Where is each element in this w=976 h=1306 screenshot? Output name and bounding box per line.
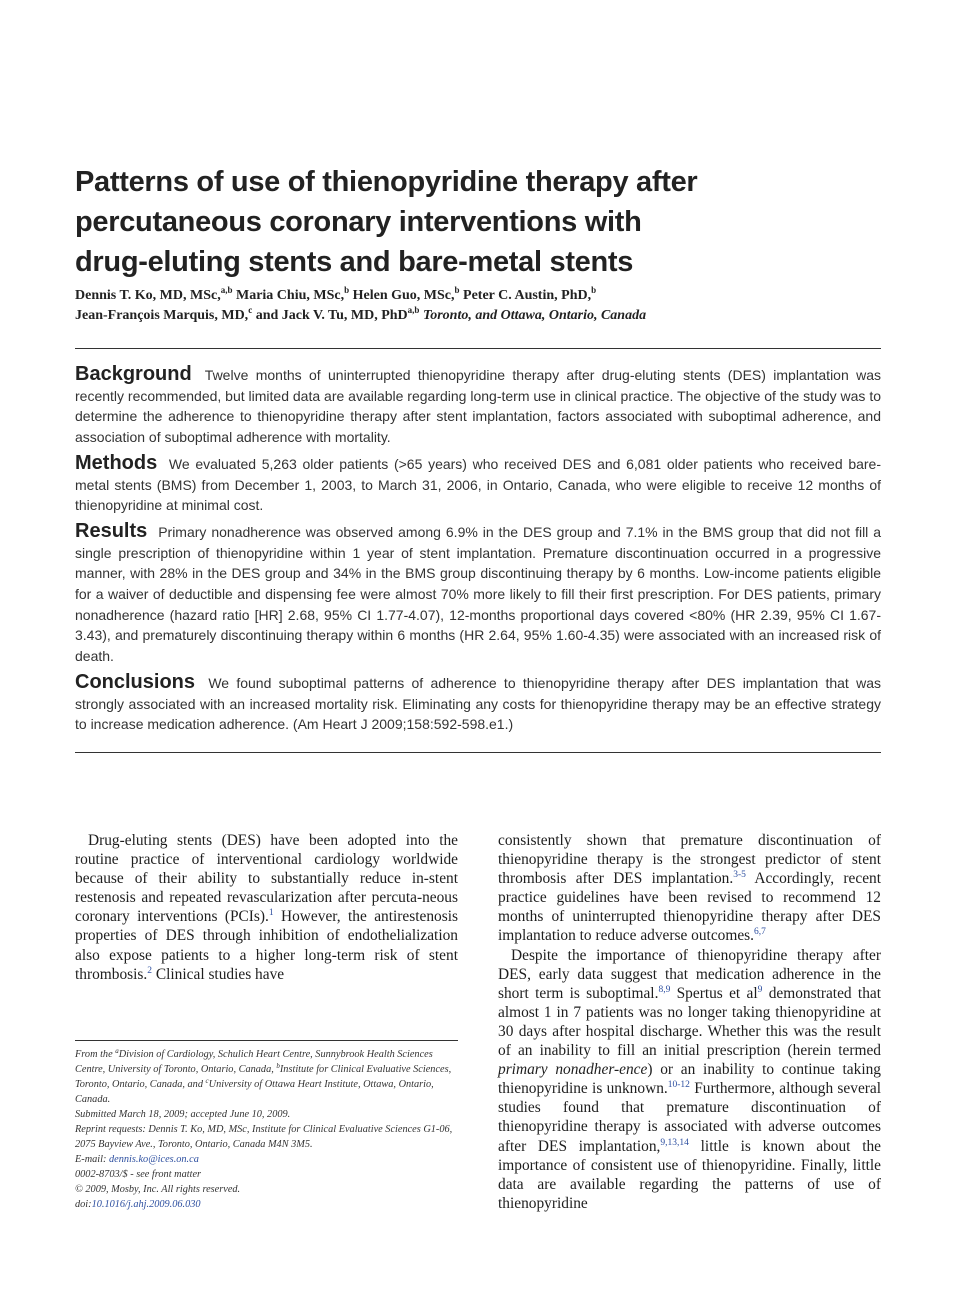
reference-link[interactable]: 6,7 — [754, 927, 766, 938]
reference-link[interactable]: 1 — [268, 908, 274, 919]
abstract-bottom-rule — [75, 752, 881, 753]
affiliation-mark: c — [205, 1077, 209, 1085]
abstract-heading: Conclusions — [75, 670, 196, 693]
body-text: ) or an inability to continue taking thienopyridine is unknown. — [498, 1061, 882, 1098]
body-emphasis: primary nonadher-ence — [498, 1061, 648, 1079]
doi-link[interactable]: 10.1016/j.ahj.2009.06.030 — [91, 1199, 201, 1210]
body-text: Drug-eluting stents (DES) have been adopted into the routine practice of interventional cardiology worldwide because of their ability to substantially reduce in-stent restenosis and repeated revascularization after percuta-neous coronary interventions (PCIs). — [75, 832, 458, 926]
body-text: Spertus et al — [670, 984, 758, 1002]
affiliation-mark: c — [248, 305, 253, 315]
reference-link[interactable]: 8,9 — [658, 984, 671, 995]
body-column-right — [498, 831, 881, 1213]
abstract-text: We found suboptimal patterns of adherence to thienopyridine therapy after DES implantation that was strongly associated with an increased mortality risk. Eliminating any costs for thienopyridine therapy may be an effective strategy to increase medication adherence. (Am Heart J 2009;158:592-598.e1.) — [75, 674, 882, 733]
reference-link[interactable]: 9,13,14 — [660, 1137, 689, 1148]
affiliation-mark: a — [115, 1047, 119, 1055]
author-list — [75, 286, 905, 326]
footnote-email — [75, 1152, 458, 1167]
body-text: Furthermore, although several studies found that premature discontinuation of thienopyridine therapy is associated with adverse outcomes after DES implantation, — [498, 1080, 882, 1155]
footnote-text: Institute for Clinical Evaluative Sciences, Toronto, Ontario, Canada, and — [75, 1064, 452, 1090]
body-paragraph — [498, 831, 881, 946]
body-text: Clinical studies have — [152, 965, 285, 983]
email-link[interactable]: dennis.ko@ices.on.ca — [109, 1154, 199, 1165]
abstract-results — [75, 521, 881, 667]
title-line: Patterns of use of thienopyridine therapy after — [75, 166, 698, 198]
footnote-rule — [75, 1040, 458, 1041]
affiliation-mark: b — [276, 1062, 280, 1070]
footnote-reprint: Reprint requests: Dennis T. Ko, MD, MSc, Institute for Clinical Evaluative Sciences G1-06, 2075 Bayview Ave., Toronto, Ontario, Canada M4N 3M5. — [75, 1124, 453, 1150]
footnote-copyright: © 2009, Mosby, Inc. All rights reserved. — [75, 1184, 241, 1195]
article-title — [75, 162, 895, 282]
reference-link[interactable]: 2 — [147, 965, 153, 976]
author-name: Dennis T. Ko, MD, MSc, — [75, 288, 221, 303]
body-text: demonstrated that almost 1 in 7 patients was no longer taking thienopyridine at 30 days after hospital discharge. Whether this was the result of an inability to fill an initial prescription (herein termed — [498, 984, 882, 1060]
author-name: Peter C. Austin, PhD, — [463, 288, 592, 303]
author-name: Maria Chiu, MSc, — [235, 288, 345, 303]
body-text: However, the antirestenosis properties of DES through inhibition of endothelialization also expose patients to a higher long-term risk of stent thrombosis. — [75, 908, 458, 983]
footnote-text: Division of Cardiology, Schulich Heart Centre, Sunnybrook Health Sciences Centre, University of Toronto, Ontario, Canada, — [75, 1049, 433, 1075]
abstract-top-rule — [75, 348, 881, 349]
abstract-text: Twelve months of uninterrupted thienopyridine therapy after drug-eluting stents (DES) implantation was recently recommended, but limited data are available regarding long-term use in clinical practice. The objective of the study was to determine the adherence to thienopyridine therapy after stent implantation, factors associated with suboptimal adherence, and association of suboptimal adherence with mortality. — [75, 367, 881, 446]
author-name: and Jack V. Tu, MD, PhD — [255, 308, 408, 323]
abstract-heading: Methods — [75, 451, 158, 474]
abstract-heading: Background — [75, 363, 192, 385]
body-paragraph — [498, 946, 881, 1213]
affiliation-mark: a,b — [220, 285, 233, 295]
reference-link[interactable]: 9 — [757, 984, 763, 995]
abstract-text: We evaluated 5,263 older patients (>65 years) who received DES and 6,081 older patients who received bare-metal stents (BMS) from December 1, 2003, to March 31, 2006, in Ontario, Canada, who were eligible to receive 12 months of thienopyridine at minimal cost. — [75, 455, 881, 514]
title-line: drug-eluting stents and bare-metal stents — [75, 246, 634, 278]
title-line: percutaneous coronary interventions with — [75, 206, 642, 238]
affiliation-mark: b — [591, 285, 597, 295]
footnote-text: E-mail: — [75, 1154, 110, 1165]
footnote-text: From the — [75, 1049, 116, 1060]
author-name: Helen Guo, MSc, — [352, 288, 455, 303]
author-line — [75, 306, 905, 326]
footnote-text: University of Ottawa Heart Institute, Ottawa, Ontario, Canada. — [75, 1079, 434, 1105]
body-column-left — [75, 831, 458, 984]
affiliation-mark: a,b — [407, 305, 420, 315]
reference-link[interactable]: 3-5 — [733, 870, 746, 881]
footnote-issn: 0002-8703/$ - see front matter — [75, 1169, 202, 1180]
footnotes — [75, 1047, 458, 1212]
abstract — [75, 364, 881, 740]
footnote-submitted: Submitted March 18, 2009; accepted June 10, 2009. — [75, 1109, 291, 1120]
body-text: consistently shown that premature discontinuation of thienopyridine therapy is the strongest predictor of stent thrombosis after DES implantation. — [498, 832, 881, 888]
abstract-conclusions — [75, 672, 881, 735]
abstract-background — [75, 364, 881, 448]
footnote-text: doi: — [75, 1199, 92, 1210]
footnote-doi — [75, 1197, 458, 1212]
reference-link[interactable]: 10-12 — [667, 1080, 690, 1091]
author-location: Toronto, and Ottawa, Ontario, Canada — [422, 308, 647, 323]
body-text: Despite the importance of thienopyridine therapy after DES, early data suggest that medication adherence in the short term is suboptimal. — [498, 946, 881, 1002]
abstract-text: Primary nonadherence was observed among 6.9% in the DES group and 7.1% in the BMS group that did not fill a single prescription of thienopyridine within 1 year of stent implantation. Premature discontinuation occurred in a progressive manner, with 28% in the DES group and 34% in the BMS group discontinuing therapy by 6 months. Low-income patients eligible for a waiver of deductible and dispensing fee were almost 70% more likely to fill their first prescription. For DES patients, primary nonadherence (hazard ratio [HR] 2.68, 95% CI 1.77-4.07), 12-months proportional days covered <80% (HR 2.39, 95% CI 1.67-3.43), and prematurely discontinuing therapy within 6 months (HR 2.64, 95% 1.60-4.35) were associated with an increased risk of death. — [75, 523, 882, 665]
affiliation-mark: b — [454, 285, 460, 295]
body-text: Accordingly, recent practice guidelines have been revised to recommend 12 months of uninterrupted thienopyridine therapy after DES implantation to reduce adverse outcomes. — [498, 870, 882, 945]
author-line — [75, 286, 905, 306]
abstract-methods — [75, 453, 881, 516]
abstract-heading: Results — [75, 519, 148, 542]
footnote-affiliations — [75, 1047, 458, 1107]
body-paragraph — [75, 831, 458, 984]
affiliation-mark: b — [344, 285, 350, 295]
body-text: little is known about the importance of consistent use of thienopyridine. Finally, little data are available regarding the patterns of use of thienopyridine — [498, 1137, 881, 1212]
author-name: Jean-François Marquis, MD, — [75, 308, 249, 323]
